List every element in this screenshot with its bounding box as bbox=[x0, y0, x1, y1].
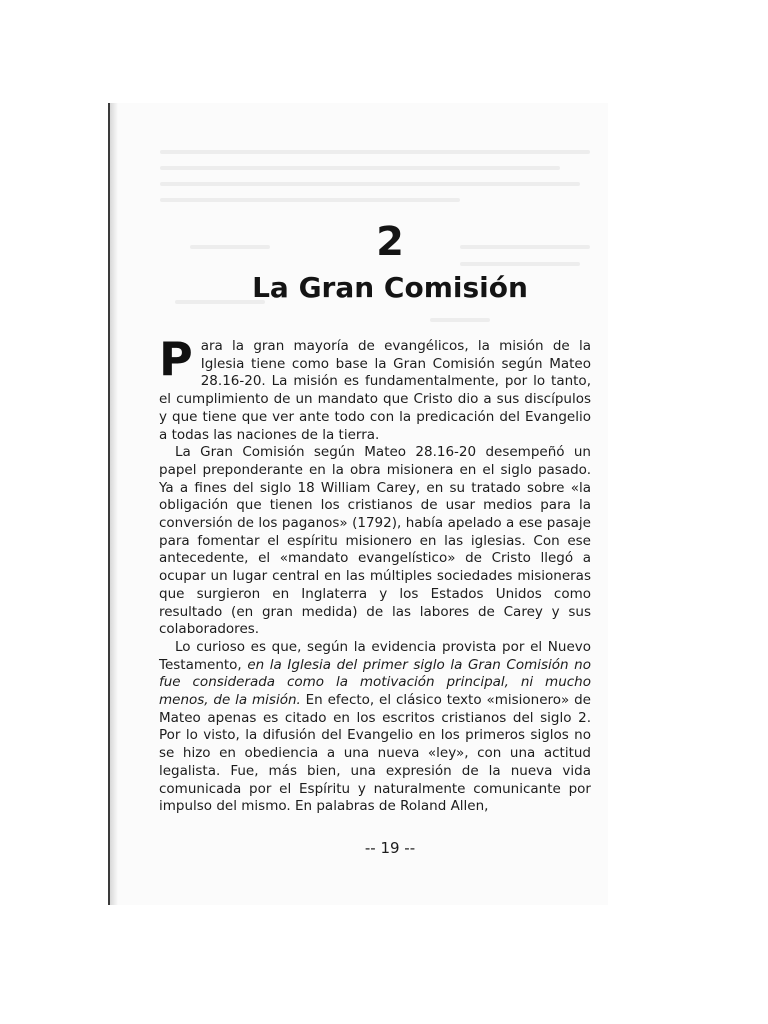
body-text bbox=[159, 332, 592, 816]
show-through-line bbox=[160, 182, 580, 186]
paragraph-1 bbox=[159, 332, 591, 444]
drop-cap: P bbox=[159, 332, 193, 386]
paragraph-1-text: ara la gran mayoría de evangélicos, la misión de la Iglesia tiene como base la Gran Comisión según Mateo 28.16-20. La misión es fundamentalmente, por lo tanto, el cumplimiento de un mandato que Cristo dio a sus discípulos y que tiene que ver ante todo con la predicación del Evangelio a todas las naciones de la tierra. bbox=[159, 338, 591, 443]
chapter-number: 2 bbox=[376, 219, 404, 265]
paragraph-3-text-before: Lo curioso es que, según la evidencia provista por el Nuevo Testamento, bbox=[159, 638, 591, 673]
show-through-line bbox=[160, 166, 560, 170]
show-through-line bbox=[430, 318, 490, 322]
paragraph-3-emphasis: en la Iglesia del primer siglo la Gran Comisión no fue considerada como la motivación principal, ni mucho menos, de la misión. bbox=[159, 656, 592, 709]
paragraph-2: La Gran Comisión según Mateo 28.16-20 desempeñó un papel preponderante en la obra misionera en el siglo pasado. Ya a fines del siglo 18 William Carey, en su tratado sobre «la obligación que tienen los cristianos de usar medios para la conversión de los paganos» (1792), había apelado a ese pasaje para fomentar el espíritu misionero en las iglesias. Con ese antecedente, el «mandato evangelístico» de Cristo llegó a ocupar un lugar central en las múltiples sociedades misioneras que surgieron en Inglaterra y los Estados Unidos como resultado (en gran medida) de las labores de Carey y sus colaboradores. bbox=[159, 444, 591, 638]
show-through-line bbox=[160, 198, 460, 202]
paragraph-3-text-after: En efecto, el clásico texto «misionero» de Mateo apenas es citado en los escritos cristianos del siglo 2. Por lo visto, la difusión del Evangelio en los primeros siglos no se hizo en obediencia a una nueva «ley», con una actitud legalista. Fue, más bien, una expresión de la nueva vida comunicada por el Espíritu y naturalmente comunicante por impulso del mismo. En palabras de Roland Allen, bbox=[159, 692, 591, 815]
paragraph-3 bbox=[159, 639, 591, 816]
page-number: -- 19 -- bbox=[364, 839, 416, 857]
chapter-title: La Gran Comisión bbox=[252, 271, 528, 304]
show-through-line bbox=[160, 150, 590, 154]
